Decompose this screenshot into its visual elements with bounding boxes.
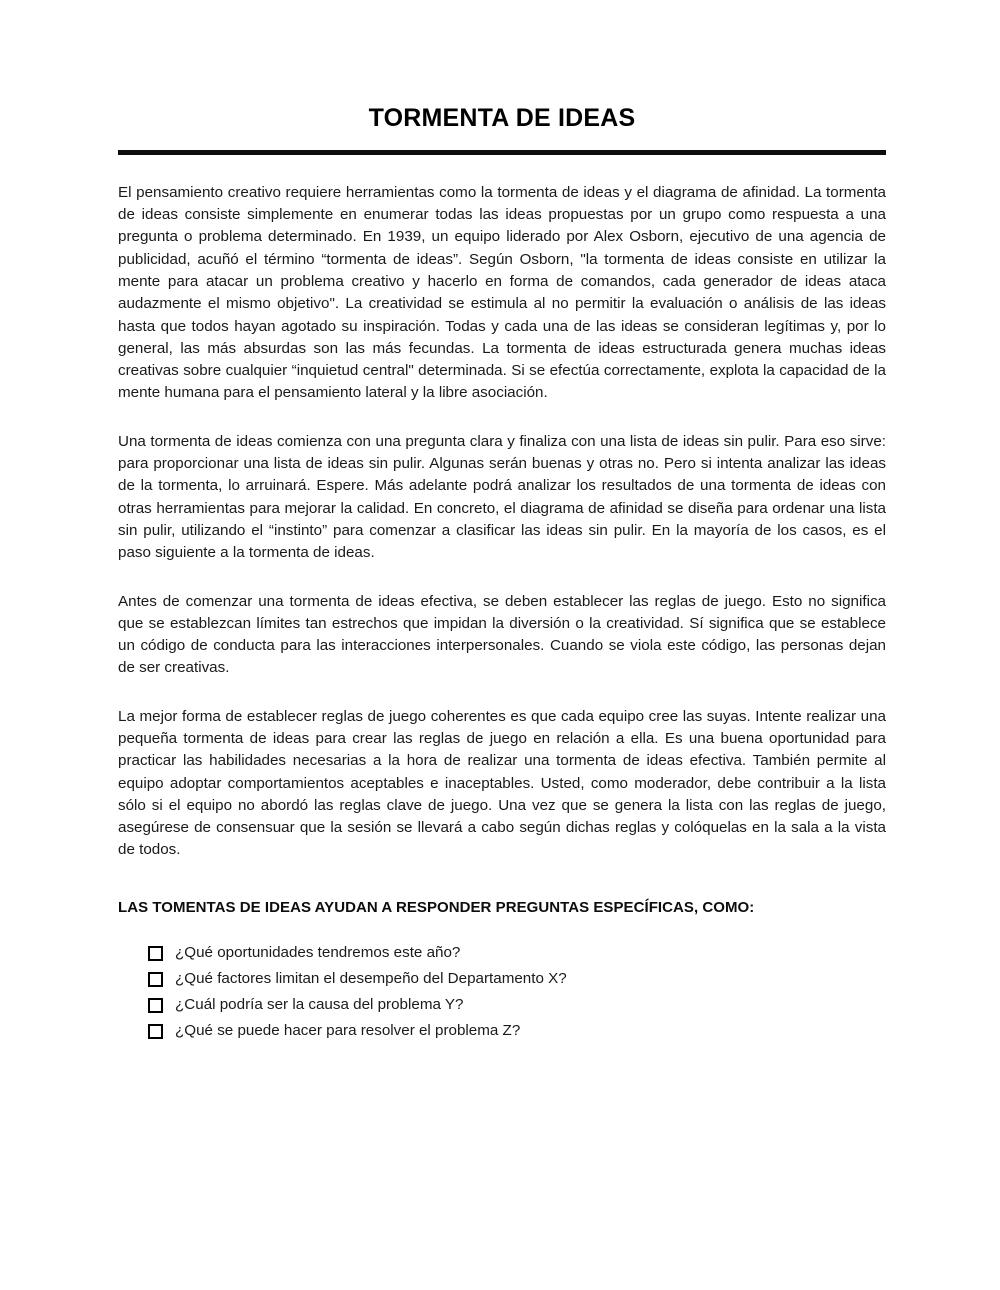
body-paragraph-2: Una tormenta de ideas comienza con una pregunta clara y finaliza con una lista de ideas sin pulir. Para eso sirve: para proporcionar una lista de ideas sin pulir. Algunas serán buenas y otras no. Pero si intenta analizar las ideas de la tormenta, lo arruinará. Espere. Más adelante podrá analizar los resultados de una tormenta de ideas con otras herramientas para mejorar la calidad. En concreto, el diagrama de afinidad se diseña para ordenar una lista sin pulir, utilizando el “instinto” para comenzar a clasificar las ideas sin pulir. En la mayoría de los casos, es el paso siguiente a la tormenta de ideas. <box>118 432 886 562</box>
list-item <box>118 966 886 992</box>
list-item-label: ¿Cuál podría ser la causa del problema Y? <box>175 995 464 1013</box>
body-paragraph-1: El pensamiento creativo requiere herramientas como la tormenta de ideas y el diagrama de afinidad. La tormenta de ideas consiste simplemente en enumerar todas las ideas propuestas por un grupo como respuesta a una pregunta o problema determinado. En 1939, un equipo liderado por Alex Osborn, ejecutivo de una agencia de publicidad, acuñó el término “tormenta de ideas”. Según Osborn, "la tormenta de ideas consiste en utilizar la mente para atacar un problema creativo y hacerlo en forma de comandos, cada generador de ideas ataca audazmente el mismo objetivo". La creatividad se estimula al no permitir la evaluación o análisis de las ideas hasta que todos hayan agotado su inspiración. Todas y cada una de las ideas se consideran legítimas y, por lo general, las más absurdas son las más fecundas. La tormenta de ideas estructurada genera muchas ideas creativas sobre cualquier “inquietud central" determinada. Si se efectúa correctamente, explota la capacidad de la mente humana para el pensamiento lateral y la libre asociación. <box>118 183 886 402</box>
list-item-label: ¿Qué se puede hacer para resolver el problema Z? <box>175 1021 521 1039</box>
question-checklist <box>118 918 886 1044</box>
section-heading: LAS TOMENTAS DE IDEAS AYUDAN A RESPONDER PREGUNTAS ESPECÍFICAS, COMO: <box>118 898 755 916</box>
checkbox-square-icon <box>148 1024 161 1037</box>
page-title: TORMENTA DE IDEAS <box>368 104 636 132</box>
body-paragraph-3: Antes de comenzar una tormenta de ideas efectiva, se deben establecer las reglas de juego. Esto no significa que se establezcan límites tan estrechos que impidan la diversión o la creatividad. Sí significa que se establece un código de conducta para las interacciones interpersonales. Cuando se viola este código, las personas dejan de ser creativas. <box>118 592 886 677</box>
list-item <box>118 992 886 1018</box>
checkbox-square-icon <box>148 946 161 959</box>
checkbox-square-icon <box>148 998 161 1011</box>
list-item-label: ¿Qué factores limitan el desempeño del Departamento X? <box>175 969 567 987</box>
document-content-column <box>118 0 886 1044</box>
list-item-label: ¿Qué oportunidades tendremos este año? <box>175 943 461 961</box>
checkbox-square-icon <box>148 972 161 985</box>
body-paragraph-4: La mejor forma de establecer reglas de juego coherentes es que cada equipo cree las suyas. Intente realizar una pequeña tormenta de ideas para crear las reglas de juego en relación a ella. Es una buena oportunidad para practicar las habilidades necesarias a la hora de realizar una tormenta de ideas efectiva. También permite al equipo adoptar comportamientos aceptables e inaceptables. Usted, como moderador, debe contribuir a la lista sólo si el equipo no abordó las reglas clave de juego. Una vez que se genera la lista con las reglas de juego, asegúrese de consensuar que la sesión se llevará a cabo según dichas reglas y colóquelas en la sala a la vista de todos. <box>118 707 886 859</box>
list-item <box>118 1018 886 1044</box>
list-item <box>118 940 886 966</box>
